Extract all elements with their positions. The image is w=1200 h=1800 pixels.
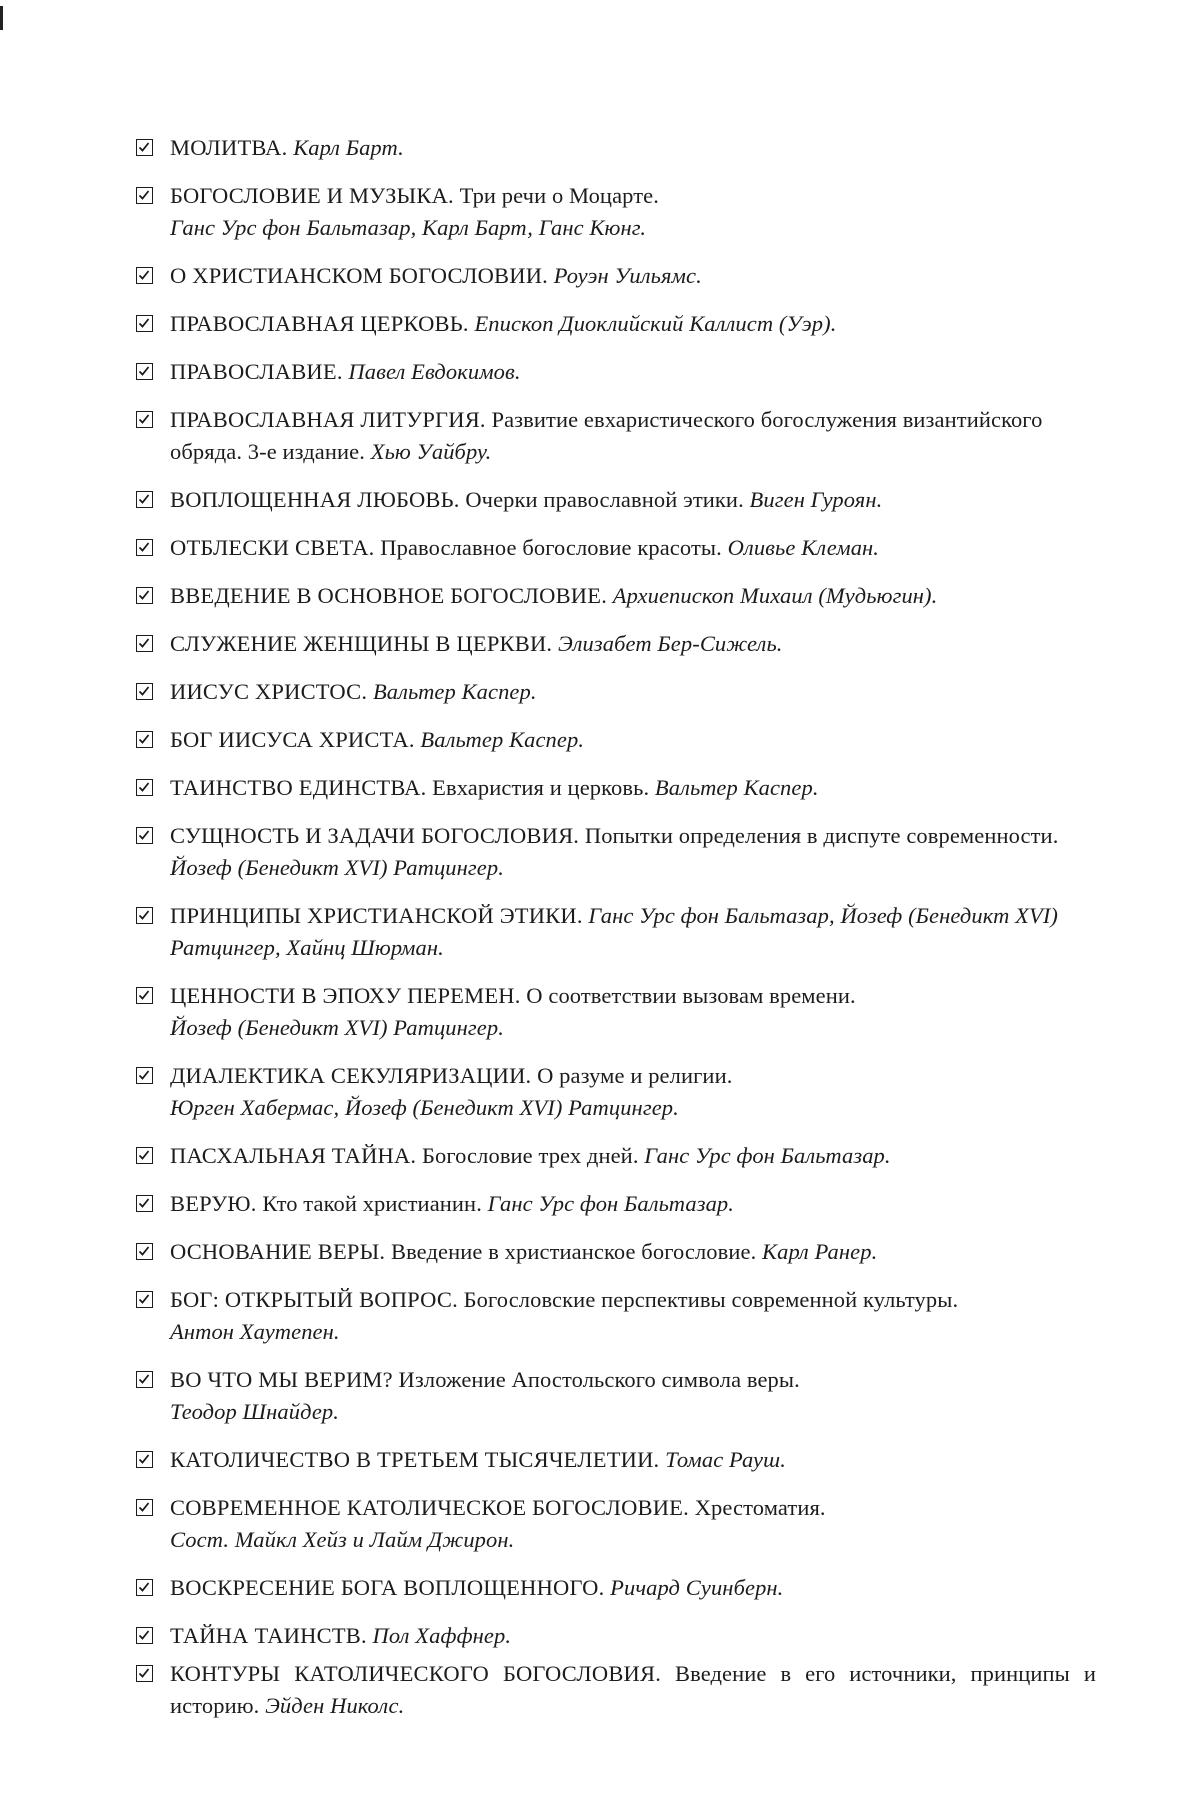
book-author: Йозеф (Бенедикт XVI) Ратцингер.	[170, 1015, 504, 1040]
book-author: Теодор Шнайдер.	[170, 1399, 339, 1424]
checkbox-icon	[136, 587, 153, 604]
book-subtitle: О соответствии вызовам времени.	[526, 983, 856, 1008]
checkbox-icon	[136, 187, 153, 204]
list-item	[136, 772, 1096, 804]
list-item	[136, 1140, 1096, 1172]
list-item	[136, 1620, 1096, 1652]
checkbox-icon	[136, 1371, 153, 1388]
checkbox-icon	[136, 491, 153, 508]
book-author: Ричард Суинберн.	[610, 1575, 784, 1600]
checkbox-icon	[136, 1243, 153, 1260]
book-author: Павел Евдокимов.	[348, 359, 521, 384]
list-item	[136, 724, 1096, 756]
checkbox-icon	[136, 315, 153, 332]
book-title: ПАСХАЛЬНАЯ ТАЙНА.	[170, 1143, 417, 1168]
book-author: Ганс Урс фон Бальтазар.	[487, 1191, 734, 1216]
list-item	[136, 484, 1096, 516]
list-item	[136, 404, 1096, 468]
book-title: ОТБЛЕСКИ СВЕТА.	[170, 535, 375, 560]
book-title: ПРАВОСЛАВНАЯ ЛИТУРГИЯ.	[170, 407, 486, 432]
checkbox-icon	[136, 987, 153, 1004]
book-author: Элизабет Бер-Сижель.	[557, 631, 783, 656]
book-subtitle: Попытки определения в диспуте современности.	[584, 823, 1059, 848]
book-author: Томас Рауш.	[665, 1447, 786, 1472]
book-title: ПРАВОСЛАВНАЯ ЦЕРКОВЬ.	[170, 311, 469, 336]
list-item	[136, 1658, 1096, 1722]
book-subtitle: Изложение Апостольского символа веры.	[398, 1367, 800, 1392]
book-list	[136, 132, 1096, 1738]
list-item	[136, 580, 1096, 612]
book-title: ВО ЧТО МЫ ВЕРИМ?	[170, 1367, 393, 1392]
book-subtitle: Очерки православной этики.	[465, 487, 744, 512]
checkbox-icon	[136, 1579, 153, 1596]
list-item	[136, 980, 1096, 1044]
book-author: Карл Ранер.	[762, 1239, 878, 1264]
book-author: Епископ Диоклийский Каллист (Уэр).	[474, 311, 837, 336]
checkbox-icon	[136, 1067, 153, 1084]
list-item	[136, 1492, 1096, 1556]
book-subtitle: Евхаристия и церковь.	[432, 775, 650, 800]
book-title: ВОПЛОЩЕННАЯ ЛЮБОВЬ.	[170, 487, 460, 512]
list-item	[136, 132, 1096, 164]
checkbox-icon	[136, 1195, 153, 1212]
book-author: Вальтер Каспер.	[654, 775, 819, 800]
checkbox-icon	[136, 363, 153, 380]
book-subtitle: Три речи о Моцарте.	[459, 183, 659, 208]
checkbox-icon	[136, 683, 153, 700]
book-title: ВОСКРЕСЕНИЕ БОГА ВОПЛОЩЕННОГО.	[170, 1575, 605, 1600]
book-author: Вальтер Каспер.	[372, 679, 537, 704]
list-item	[136, 1284, 1096, 1348]
list-item	[136, 1444, 1096, 1476]
checkbox-icon	[136, 267, 153, 284]
checkbox-icon	[136, 907, 153, 924]
book-title: ВЕРУЮ.	[170, 1191, 257, 1216]
book-title: СУЩНОСТЬ И ЗАДАЧИ БОГОСЛОВИЯ.	[170, 823, 580, 848]
book-title: ИИСУС ХРИСТОС.	[170, 679, 368, 704]
book-title: МОЛИТВА.	[170, 135, 288, 160]
book-author: Карл Барт.	[293, 135, 404, 160]
checkbox-icon	[136, 539, 153, 556]
checkbox-icon	[136, 1499, 153, 1516]
list-item	[136, 1364, 1096, 1428]
book-author: Эйден Николс.	[265, 1693, 405, 1718]
list-item	[136, 1236, 1096, 1268]
book-title: О ХРИСТИАНСКОМ БОГОСЛОВИИ.	[170, 263, 548, 288]
list-item	[136, 1572, 1096, 1604]
book-subtitle: Введение в его источники, принципы и историю.	[170, 1661, 1096, 1718]
book-title: ПРАВОСЛАВИЕ.	[170, 359, 343, 384]
checkbox-icon	[136, 731, 153, 748]
book-author: Архиепископ Михаил (Мудьюгин).	[612, 583, 938, 608]
book-title: БОГ: ОТКРЫТЫЙ ВОПРОС.	[170, 1287, 458, 1312]
checkbox-icon	[136, 1291, 153, 1308]
book-subtitle: Введение в христианское богословие.	[390, 1239, 757, 1264]
book-subtitle: Богословские перспективы современной культуры.	[463, 1287, 959, 1312]
checkbox-icon	[136, 411, 153, 428]
page-edge-mark	[0, 6, 3, 30]
book-title: ТАЙНА ТАИНСТВ.	[170, 1623, 367, 1648]
checkbox-icon	[136, 635, 153, 652]
list-item	[136, 1060, 1096, 1124]
book-author: Оливье Клеман.	[727, 535, 880, 560]
book-title: ПРИНЦИПЫ ХРИСТИАНСКОЙ ЭТИКИ.	[170, 903, 583, 928]
checkbox-icon	[136, 1665, 153, 1682]
checkbox-icon	[136, 1627, 153, 1644]
book-author: Йозеф (Бенедикт XVI) Ратцингер.	[170, 855, 504, 880]
book-author: Вальтер Каспер.	[420, 727, 585, 752]
book-title: ЦЕННОСТИ В ЭПОХУ ПЕРЕМЕН.	[170, 983, 521, 1008]
book-author: Хью Уайбру.	[370, 439, 492, 464]
list-item	[136, 260, 1096, 292]
list-item	[136, 356, 1096, 388]
book-author: Антон Хаутепен.	[170, 1319, 340, 1344]
book-title: БОГ ИИСУСА ХРИСТА.	[170, 727, 415, 752]
list-item	[136, 180, 1096, 244]
book-title: СЛУЖЕНИЕ ЖЕНЩИНЫ В ЦЕРКВИ.	[170, 631, 553, 656]
book-author: Юрген Хабермас, Йозеф (Бенедикт XVI) Ратцингер.	[170, 1095, 679, 1120]
book-title: КОНТУРЫ КАТОЛИЧЕСКОГО БОГОСЛОВИЯ.	[170, 1661, 662, 1686]
book-subtitle: Богословие трех дней.	[422, 1143, 639, 1168]
list-item	[136, 900, 1096, 964]
book-author: Ганс Урс фон Бальтазар.	[644, 1143, 891, 1168]
book-title: КАТОЛИЧЕСТВО В ТРЕТЬЕМ ТЫСЯЧЕЛЕТИИ.	[170, 1447, 660, 1472]
book-author: Роуэн Уильямс.	[553, 263, 702, 288]
checkbox-icon	[136, 1451, 153, 1468]
list-item	[136, 820, 1096, 884]
list-item	[136, 676, 1096, 708]
checkbox-icon	[136, 779, 153, 796]
book-author: Виген Гуроян.	[749, 487, 883, 512]
list-item	[136, 628, 1096, 660]
checkbox-icon	[136, 1147, 153, 1164]
book-title: БОГОСЛОВИЕ И МУЗЫКА.	[170, 183, 454, 208]
book-title: ВВЕДЕНИЕ В ОСНОВНОЕ БОГОСЛОВИЕ.	[170, 583, 608, 608]
checkbox-icon	[136, 827, 153, 844]
list-item	[136, 532, 1096, 564]
book-subtitle: О разуме и религии.	[537, 1063, 733, 1088]
book-subtitle: Развитие евхаристического богослужения византийского обряда. 3-е издание.	[170, 407, 1043, 464]
book-title: ТАИНСТВО ЕДИНСТВА.	[170, 775, 427, 800]
list-item	[136, 308, 1096, 340]
book-author: Сост. Майкл Хейз и Лайм Джирон.	[170, 1527, 515, 1552]
book-subtitle: Православное богословие красоты.	[380, 535, 722, 560]
book-title: СОВРЕМЕННОЕ КАТОЛИЧЕСКОЕ БОГОСЛОВИЕ.	[170, 1495, 689, 1520]
book-title: ДИАЛЕКТИКА СЕКУЛЯРИЗАЦИИ.	[170, 1063, 532, 1088]
book-title: ОСНОВАНИЕ ВЕРЫ.	[170, 1239, 386, 1264]
book-author: Пол Хаффнер.	[372, 1623, 512, 1648]
list-item	[136, 1188, 1096, 1220]
checkbox-icon	[136, 139, 153, 156]
book-author: Ганс Урс фон Бальтазар, Карл Барт, Ганс Кюнг.	[170, 215, 647, 240]
book-subtitle: Кто такой христианин.	[262, 1191, 482, 1216]
book-subtitle: Хрестоматия.	[694, 1495, 826, 1520]
book-author: Ганс Урс фон Бальтазар, Йозеф (Бенедикт XVI) Ратцингер, Хайнц Шюрман.	[170, 903, 1059, 960]
